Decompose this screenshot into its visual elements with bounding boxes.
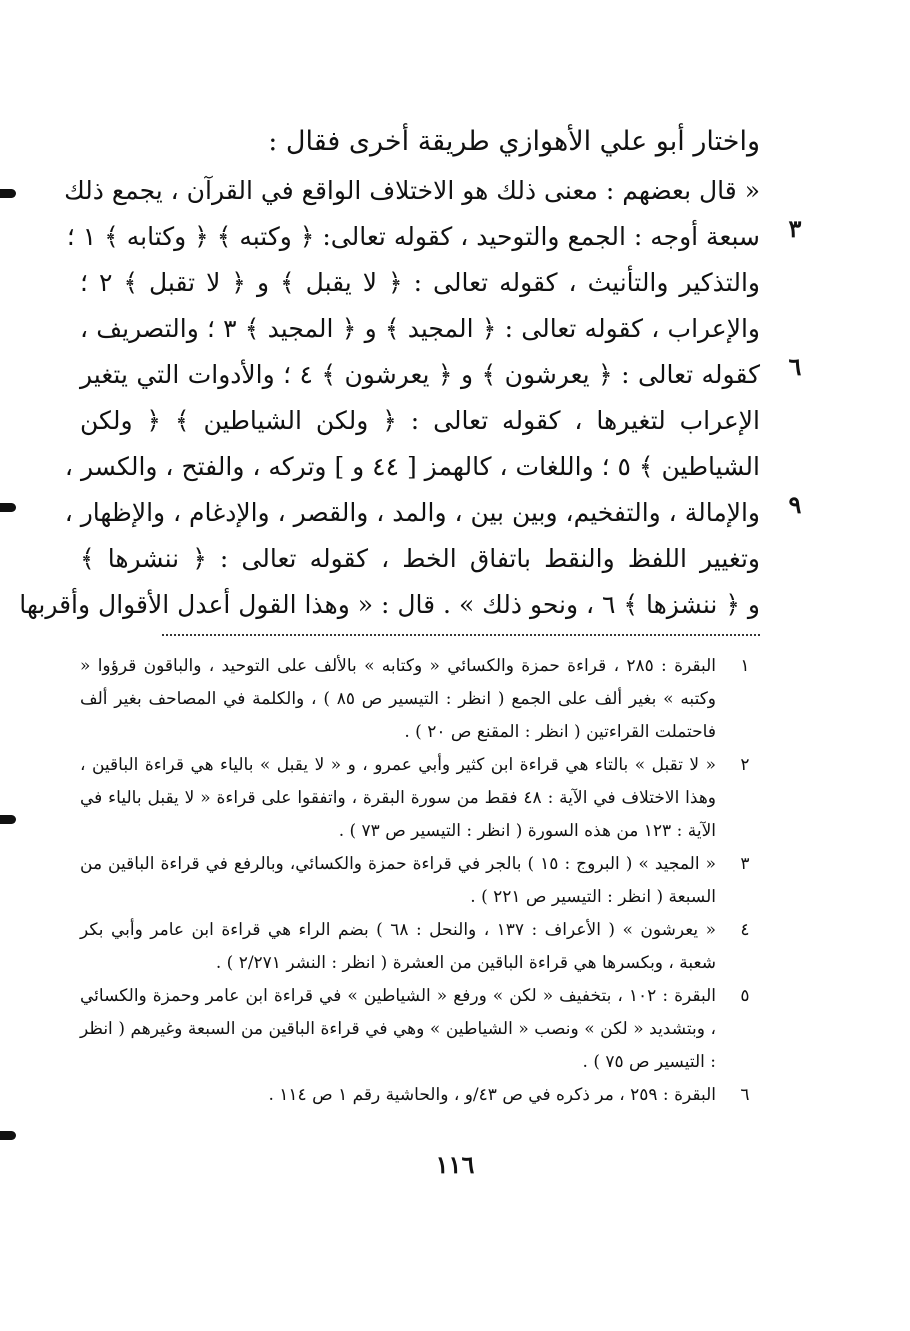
footnote xyxy=(80,1079,760,1112)
main-text-block xyxy=(19,168,761,628)
footnote-number: ١ xyxy=(740,656,750,676)
footnote-text: « لا تقبل » بالتاء هي قراءة ابن كثير وأبي عمرو ، و « لا يقبل » بالياء هي قراءة الباقين ، وهذا الاختلاف في الآية : ٤٨ فقط من سورة البقرة ، واتفقوا على قراءة « لا يقبل بالياء في الآية : ١٢٣ من هذه السورة ( انظر : التيسير ص ٧٣ ) . xyxy=(80,755,716,841)
line-number: ٦ xyxy=(788,352,802,381)
footnotes-block xyxy=(80,650,760,1112)
text-line: والإعراب ، كقوله تعالى : ﴿ المجيد ﴾ و ﴿ المجيد ﴾ ٣ ؛ والتصريف ، xyxy=(80,314,760,343)
text-line: وتغيير اللفظ والنقط باتفاق الخط ، كقوله تعالى : ﴿ ننشرها ﴾ xyxy=(80,544,760,573)
footnote-number: ٥ xyxy=(740,986,750,1006)
line-number: ٣ xyxy=(788,214,802,243)
intro-line: واختار أبو علي الأهوازي طريقة أخرى فقال : xyxy=(268,126,760,157)
footnote-text: « يعرشون » ( الأعراف : ١٣٧ ، والنحل : ٦٨ ) بضم الراء هي قراءة ابن عامر وأبي بكر شعبة ، وبكسرها هي قراءة الباقين من العشرة ( انظر : النشر ٢/٢٧١ ) . xyxy=(80,920,717,973)
scan-edge-mark xyxy=(0,815,16,824)
footnote-text: البقرة : ٢٨٥ ، قراءة حمزة والكسائي « وكتابه » بالألف على التوحيد ، والباقون قرؤوا « وكتبه » بغير ألف على الجمع ( انظر : التيسير ص ٨٥ ) ، والكلمة في المصاحف بغير ألف فاحتملت القراءتين ( انظر : المقنع ص ٢٠ ) . xyxy=(80,656,716,742)
footnote-text: « المجيد » ( البروج : ١٥ ) بالجر في قراءة حمزة والكسائي، وبالرفع في قراءة الباقين من السبعة ( انظر : التيسير ص ٢٢١ ) . xyxy=(80,854,716,907)
text-line: سبعة أوجه : الجمع والتوحيد ، كقوله تعالى: ﴿ وكتبه ﴾ ﴿ وكتابه ﴾ ١ ؛ xyxy=(66,222,760,251)
footnote xyxy=(80,650,760,749)
scan-edge-mark xyxy=(0,189,16,198)
footnote xyxy=(80,848,760,914)
page-number: ١١٦ xyxy=(435,1150,475,1179)
line-number: ٩ xyxy=(788,490,802,519)
footnote-number: ٦ xyxy=(740,1085,750,1105)
footnote-separator xyxy=(162,634,760,636)
footnote-text: البقرة : ١٠٢ ، بتخفيف « لكن » ورفع « الشياطين » في قراءة ابن عامر وحمزة والكسائي ، وبتشديد « لكن » ونصب « الشياطين » وهي في قراءة الباقين من السبعة وغيرهم ( انظر : التيسير ص ٧٥ ) . xyxy=(80,986,716,1072)
scan-edge-mark xyxy=(0,1131,16,1140)
footnote-number: ٢ xyxy=(740,755,750,775)
scan-edge-mark xyxy=(0,503,16,512)
text-line: كقوله تعالى : ﴿ يعرشون ﴾ و ﴿ يعرشون ﴾ ٤ ؛ والأدوات التي يتغير xyxy=(80,360,761,389)
text-line: الإعراب لتغيرها ، كقوله تعالى : ﴿ ولكن الشياطين ﴾ ﴿ ولكن xyxy=(80,406,760,435)
footnote xyxy=(80,749,760,848)
text-line: و ﴿ ننشزها ﴾ ٦ ، ونحو ذلك » . قال : « وهذا القول أعدل الأقوال وأقربها xyxy=(19,590,760,619)
text-line: « قال بعضهم : معنى ذلك هو الاختلاف الواقع في القرآن ، يجمع ذلك xyxy=(64,176,760,205)
footnote-number: ٤ xyxy=(740,920,750,940)
text-line: والإمالة ، والتفخيم، وبين بين ، والمد ، والقصر ، والإدغام ، والإظهار ، xyxy=(64,498,760,527)
footnote xyxy=(80,914,760,980)
footnote-number: ٣ xyxy=(740,854,750,874)
footnote xyxy=(80,980,760,1079)
text-line: والتذكير والتأنيث ، كقوله تعالى : ﴿ لا يقبل ﴾ و ﴿ لا تقبل ﴾ ٢ ؛ xyxy=(80,268,760,297)
text-line: الشياطين ﴾ ٥ ؛ واللغات ، كالهمز [ ٤٤ و ] وتركه ، والفتح ، والكسر ، xyxy=(64,452,760,481)
footnote-text: البقرة : ٢٥٩ ، مر ذكره في ص ٤٣/و ، والحاشية رقم ١ ص ١١٤ . xyxy=(268,1085,716,1105)
